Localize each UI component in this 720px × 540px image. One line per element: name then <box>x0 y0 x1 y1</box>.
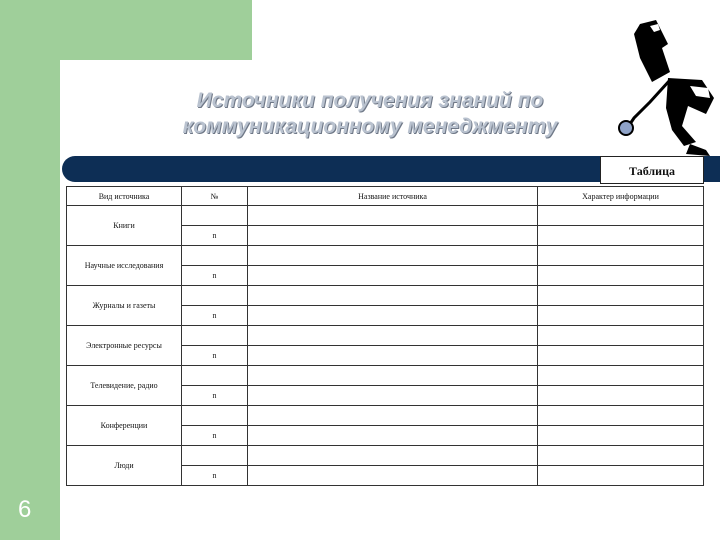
number-cell: n <box>182 226 248 246</box>
number-cell <box>182 206 248 226</box>
left-green-band <box>0 0 60 540</box>
name-cell <box>248 226 538 246</box>
number-cell <box>182 326 248 346</box>
table-row <box>67 446 704 466</box>
name-cell <box>248 446 538 466</box>
name-cell <box>248 386 538 406</box>
name-cell <box>248 406 538 426</box>
name-cell <box>248 246 538 266</box>
table-row <box>67 286 704 306</box>
source-type-cell: Конференции <box>67 406 182 446</box>
table-row <box>67 406 704 426</box>
number-cell: n <box>182 266 248 286</box>
table-row <box>67 246 704 266</box>
header-number: № <box>182 187 248 206</box>
header-info-character: Характер информации <box>538 187 704 206</box>
table-row <box>67 206 704 226</box>
info-cell <box>538 266 704 286</box>
info-cell <box>538 446 704 466</box>
table-row <box>67 366 704 386</box>
info-cell <box>538 346 704 366</box>
number-cell <box>182 366 248 386</box>
info-cell <box>538 246 704 266</box>
info-cell <box>538 406 704 426</box>
name-cell <box>248 266 538 286</box>
name-cell <box>248 326 538 346</box>
table-header-row <box>67 187 704 206</box>
name-cell <box>248 426 538 446</box>
source-type-cell: Телевидение, радио <box>67 366 182 406</box>
source-type-cell: Электронные ресурсы <box>67 326 182 366</box>
info-cell <box>538 226 704 246</box>
number-cell <box>182 286 248 306</box>
name-cell <box>248 366 538 386</box>
info-cell <box>538 306 704 326</box>
info-cell <box>538 466 704 486</box>
header-source-name: Название источника <box>248 187 538 206</box>
slide-title <box>120 88 620 140</box>
source-type-cell: Журналы и газеты <box>67 286 182 326</box>
cartoon-figure-with-magnifier-icon <box>610 18 720 158</box>
info-cell <box>538 426 704 446</box>
page-number: 6 <box>18 496 32 523</box>
number-cell: n <box>182 466 248 486</box>
info-cell <box>538 286 704 306</box>
content-corner <box>60 60 120 120</box>
number-cell: n <box>182 426 248 446</box>
number-cell <box>182 406 248 426</box>
header-source-type: Вид источника <box>67 187 182 206</box>
info-cell <box>538 386 704 406</box>
slide-title-line-2: коммуникационному менеджменту <box>182 115 558 138</box>
slide-title-line-1: Источники получения знаний по <box>196 89 544 112</box>
number-cell: n <box>182 346 248 366</box>
number-cell: n <box>182 306 248 326</box>
name-cell <box>248 206 538 226</box>
info-cell <box>538 206 704 226</box>
number-cell <box>182 446 248 466</box>
source-type-cell: Люди <box>67 446 182 486</box>
table-caption: Таблица <box>600 156 704 184</box>
top-green-band <box>60 0 252 60</box>
name-cell <box>248 286 538 306</box>
info-cell <box>538 326 704 346</box>
name-cell <box>248 306 538 326</box>
source-type-cell: Научные исследования <box>67 246 182 286</box>
source-type-cell: Книги <box>67 206 182 246</box>
number-cell <box>182 246 248 266</box>
sources-table <box>66 186 704 486</box>
table-row <box>67 326 704 346</box>
name-cell <box>248 466 538 486</box>
name-cell <box>248 346 538 366</box>
number-cell: n <box>182 386 248 406</box>
info-cell <box>538 366 704 386</box>
